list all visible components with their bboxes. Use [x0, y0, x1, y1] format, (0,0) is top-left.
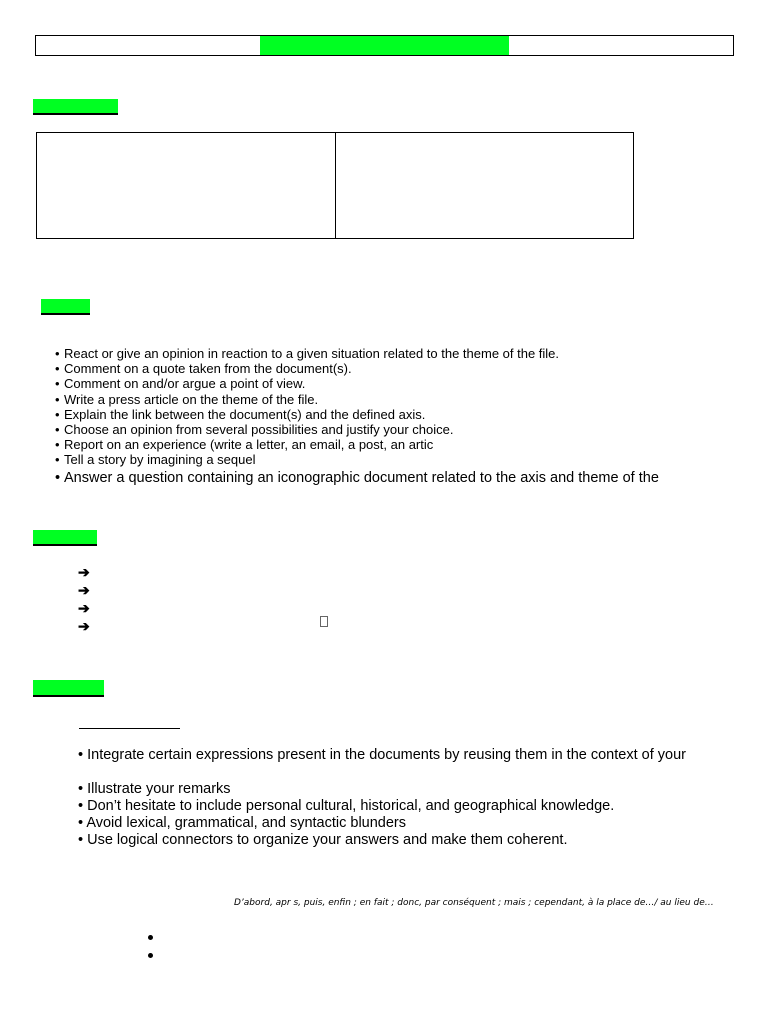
box-column-right [336, 133, 634, 238]
advice-item: • Integrate certain expressions present in the documents by reusing them in the context of your [78, 747, 686, 763]
arrow-icon: ➔ [78, 582, 90, 598]
underline-rule [79, 728, 180, 729]
section-heading-highlight-4 [33, 680, 104, 697]
task-item: • Choose an opinion from several possibilities and justify your choice. [55, 422, 454, 438]
task-item: • Explain the link between the document(s) and the defined axis. [55, 406, 426, 422]
task-item: • Comment on and/or argue a point of view. [55, 376, 306, 392]
task-item: • Report on an experience (write a letter, an email, a post, an artic [55, 437, 434, 453]
task-item: • React or give an opinion in reaction to a given situation related to the theme of the file. [55, 346, 560, 361]
two-column-box [36, 132, 634, 239]
title-bar [35, 35, 734, 56]
arrow-icon: ➔ [78, 564, 90, 580]
box-column-left [37, 133, 336, 238]
task-item: • Write a press article on the theme of the file. [55, 391, 319, 407]
advice-item: • Illustrate your remarks [78, 781, 231, 797]
missing-glyph-icon [320, 616, 328, 627]
task-item: • Tell a story by imagining a sequel [55, 452, 256, 468]
empty-bullet [148, 935, 153, 940]
empty-bullet [148, 953, 153, 958]
arrow-list [78, 563, 90, 635]
title-highlight [260, 36, 509, 55]
section-heading-highlight-1 [33, 99, 118, 115]
arrow-icon: ➔ [78, 600, 90, 616]
section-heading-highlight-2 [41, 299, 90, 315]
advice-item: • Use logical connectors to organize your answers and make them coherent. [78, 832, 568, 848]
task-list [55, 346, 755, 487]
advice-item: • Don’t hesitate to include personal cultural, historical, and geographical knowledge. [78, 798, 615, 814]
task-item: • Answer a question containing an iconographic document related to the axis and theme of the [55, 469, 659, 486]
connectors-line: D’abord, apr s, puis, enfin ; en fait ; donc, par conséquent ; mais ; cependant, à la place de…/ au lieu de… [234, 898, 714, 908]
arrow-icon: ➔ [78, 618, 90, 634]
advice-list [78, 781, 614, 849]
advice-item: • Avoid lexical, grammatical, and syntactic blunders [78, 815, 406, 831]
section-heading-highlight-3 [33, 530, 97, 546]
task-item: • Comment on a quote taken from the document(s). [55, 361, 352, 377]
